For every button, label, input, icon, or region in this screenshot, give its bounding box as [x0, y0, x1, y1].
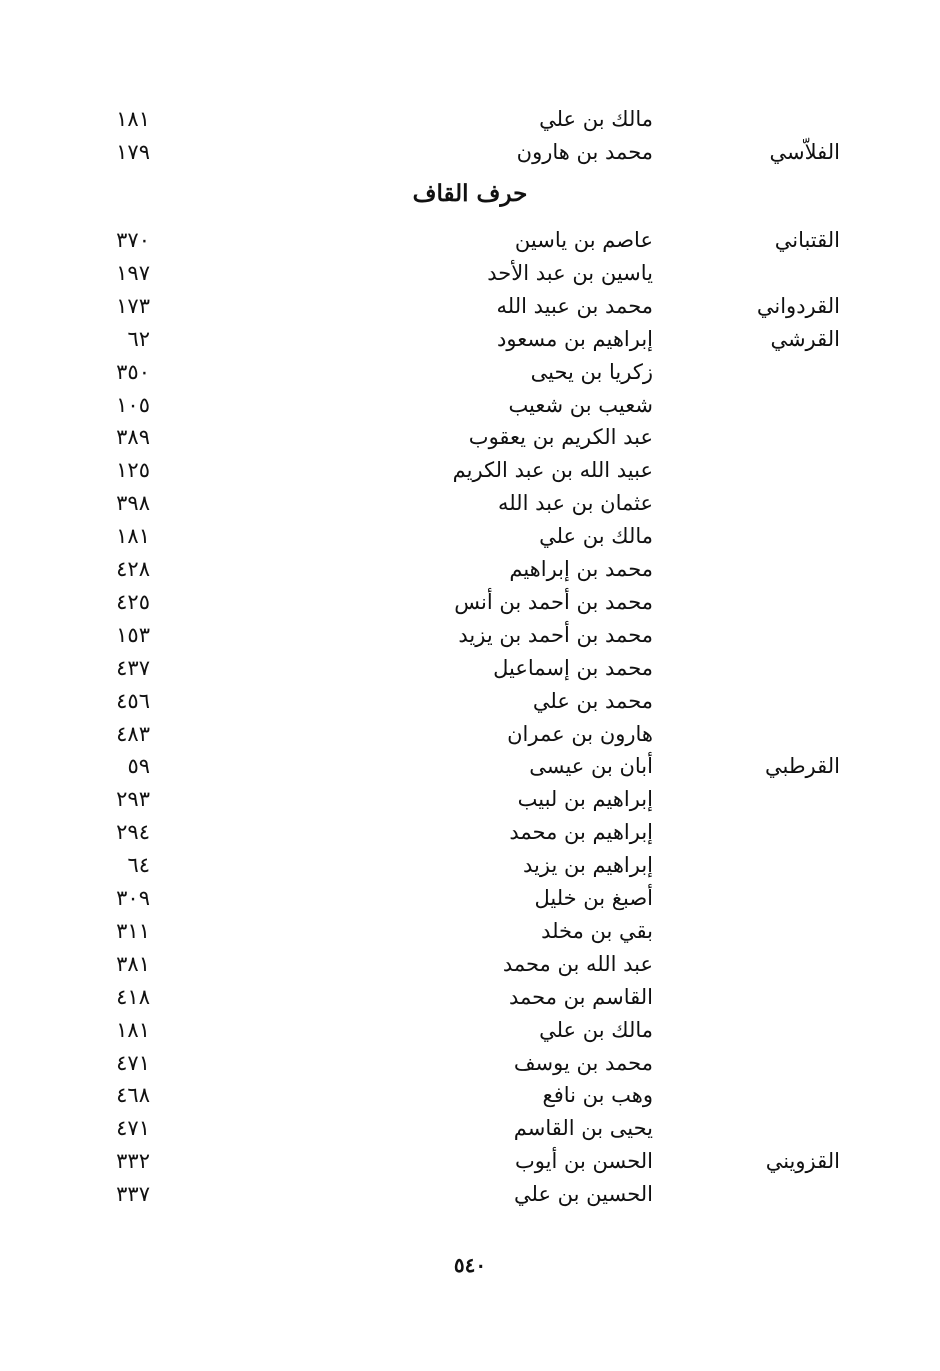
index-entry	[0, 983, 940, 1016]
entry-page-number: ٤٧١	[116, 1050, 150, 1075]
entry-name: الحسين بن علي	[513, 1182, 653, 1207]
entry-name: بقي بن مخلد	[541, 918, 653, 943]
index-entry	[0, 1147, 940, 1180]
entry-name: يحيى بن القاسم	[513, 1116, 653, 1141]
entry-name: إبراهيم بن مسعود	[497, 326, 653, 351]
entry-page-number: ٣٩٨	[116, 491, 150, 516]
entry-page-number: ١٨١	[116, 1017, 150, 1042]
index-entry	[0, 917, 940, 950]
entry-name: محمد بن هارون	[516, 140, 653, 164]
entry-page-number: ٤١٨	[116, 984, 150, 1009]
index-entry	[0, 1114, 940, 1147]
entry-page-number: ١٨١	[116, 107, 150, 131]
entry-page-number: ١٩٧	[116, 260, 150, 285]
entry-page-number: ٣٨١	[116, 951, 150, 976]
entry-page-number: ١٢٥	[116, 458, 150, 483]
entry-page-number: ٣٣٧	[116, 1182, 150, 1207]
entry-nisba: القرطبي	[765, 754, 840, 779]
entry-name: الحسن بن أيوب	[515, 1149, 653, 1174]
index-entry	[0, 621, 940, 654]
entry-name: عبيد الله بن عبد الكريم	[452, 458, 653, 483]
entry-page-number: ١٥٣	[116, 622, 150, 647]
entry-name: محمد بن عبيد الله	[496, 293, 653, 318]
entry-name: عثمان بن عبد الله	[497, 491, 653, 516]
index-entry	[0, 1081, 940, 1114]
index-entry	[0, 138, 940, 171]
index-entry	[0, 950, 940, 983]
entry-name: محمد بن أحمد بن يزيد	[458, 622, 653, 647]
entry-name: هارون بن عمران	[507, 721, 653, 746]
entry-name: إبراهيم بن لبيب	[517, 787, 653, 812]
entry-name: شعيب بن شعيب	[508, 392, 653, 417]
entry-name: إبراهيم بن يزيد	[523, 853, 653, 878]
entry-nisba: الفلاّسي	[769, 140, 840, 164]
entry-name: عاصم بن ياسين	[514, 228, 653, 252]
index-entry	[0, 588, 940, 621]
entry-nisba: القرشي	[770, 326, 840, 351]
index-entry	[0, 720, 940, 753]
index-entry	[0, 358, 940, 391]
index-entry	[0, 555, 940, 588]
entry-nisba: القردواني	[756, 293, 840, 318]
index-entry	[0, 687, 940, 720]
index-entry	[0, 1016, 940, 1049]
entry-page-number: ١٨١	[116, 524, 150, 549]
index-entry	[0, 654, 940, 687]
entry-page-number: ٣٠٩	[116, 886, 150, 910]
entry-page-number: ٣١١	[116, 918, 150, 943]
entry-name: إبراهيم بن محمد	[509, 820, 653, 845]
entry-name: محمد بن إسماعيل	[493, 655, 653, 680]
entry-page-number: ١٧٣	[116, 293, 150, 318]
entry-page-number: ٣٣٢	[116, 1149, 150, 1174]
index-entry	[0, 785, 940, 818]
entry-page-number: ٥٩	[127, 754, 150, 779]
entry-name: محمد بن علي	[532, 688, 653, 713]
entry-page-number: ٢٩٣	[116, 787, 150, 812]
entry-nisba: القتباني	[774, 228, 840, 252]
index-entry	[0, 522, 940, 555]
entry-page-number: ١٧٩	[116, 140, 150, 164]
entry-name: مالك بن علي	[539, 524, 653, 549]
index-entry	[0, 292, 940, 325]
entry-page-number: ٤٣٧	[116, 655, 150, 680]
index-entry	[0, 1180, 940, 1213]
entry-page-number: ٣٥٠	[116, 359, 150, 384]
index-entry	[0, 884, 940, 917]
page-number: ٥٤٠	[453, 1253, 487, 1277]
entry-name: مالك بن علي	[539, 107, 653, 131]
entry-page-number: ٤٧١	[116, 1116, 150, 1141]
index-entry	[0, 489, 940, 522]
entry-page-number: ٤٥٦	[116, 688, 150, 713]
index-entry	[0, 818, 940, 851]
index-entry	[0, 325, 940, 358]
entry-name: أبان بن عيسى	[529, 754, 653, 779]
index-entry	[0, 391, 940, 424]
entry-name: وهب بن نافع	[542, 1083, 653, 1108]
entry-name: عبد الله بن محمد	[502, 951, 653, 976]
entry-name: محمد بن إبراهيم	[509, 557, 653, 581]
index-entry	[0, 752, 940, 785]
entry-page-number: ٤٢٨	[116, 557, 150, 581]
entry-page-number: ٤٨٣	[116, 721, 150, 746]
index-entry	[0, 456, 940, 489]
index-entry	[0, 259, 940, 292]
entry-name: محمد بن أحمد بن أنس	[454, 589, 653, 614]
index-entry	[0, 105, 940, 138]
entry-nisba: القزويني	[765, 1149, 840, 1174]
section-heading: حرف القاف	[412, 180, 528, 207]
entry-page-number: ١٠٥	[116, 392, 150, 417]
entry-page-number: ٣٨٩	[116, 425, 150, 450]
entry-page-number: ٤٦٨	[116, 1083, 150, 1108]
entry-name: القاسم بن محمد	[509, 984, 653, 1009]
entry-page-number: ٢٩٤	[116, 820, 150, 845]
entry-page-number: ٣٧٠	[116, 228, 150, 252]
entry-name: زكريا بن يحيى	[530, 359, 653, 384]
index-entry	[0, 226, 940, 259]
entry-name: مالك بن علي	[539, 1017, 653, 1042]
entry-name: ياسين بن عبد الأحد	[487, 260, 653, 285]
index-entry	[0, 1049, 940, 1082]
entry-page-number: ٦٢	[127, 326, 150, 351]
index-entry	[0, 851, 940, 884]
entry-page-number: ٤٢٥	[116, 589, 150, 614]
index-entry	[0, 423, 940, 456]
entry-name: عبد الكريم بن يعقوب	[468, 425, 653, 450]
entry-page-number: ٦٤	[127, 853, 150, 878]
entry-name: أصبغ بن خليل	[534, 886, 653, 910]
entry-name: محمد بن يوسف	[513, 1050, 653, 1075]
